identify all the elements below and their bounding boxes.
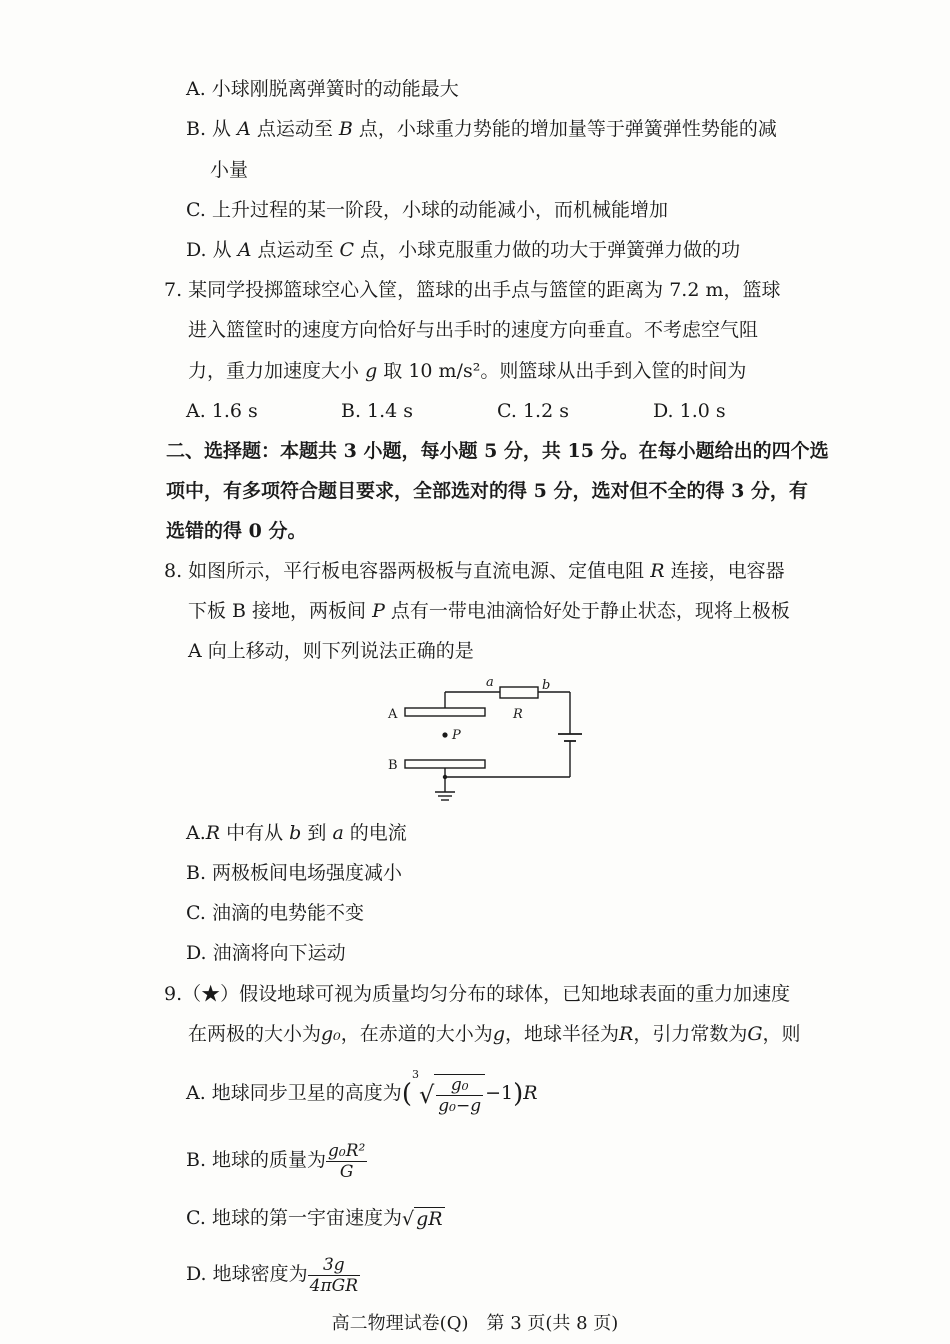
- q8-option-a: [186, 820, 407, 846]
- fraction-numerator: 3g: [308, 1255, 360, 1276]
- label-b-lower: b: [542, 678, 551, 693]
- text: 二、选择题：本题共 3 小题，每小题 5 分，共 15 分。在每小题给出的四个选: [166, 440, 829, 462]
- text: ，引力常数为: [633, 1023, 748, 1045]
- text: 中有从: [220, 822, 284, 844]
- text: C. 上升过程的某一阶段，小球的动能减小，而机械能增加: [186, 199, 668, 221]
- text: D. 从: [186, 239, 232, 261]
- var-r: R: [650, 560, 665, 582]
- text: 连接，电容器: [664, 560, 785, 582]
- q6-option-b-continued: [210, 157, 248, 183]
- var-g: g: [365, 360, 378, 382]
- var-g0: g₀: [321, 1023, 341, 1045]
- var-r: R: [523, 1082, 538, 1104]
- text: 点，小球克服重力做的功大于弹簧弹力做的功: [354, 239, 741, 261]
- var-p: P: [372, 600, 385, 622]
- text: A 向上移动，则下列说法正确的是: [188, 640, 474, 662]
- fraction-numerator: g₀R²: [328, 1140, 366, 1161]
- q9-option-c: [186, 1205, 445, 1231]
- var-g: g: [492, 1023, 505, 1045]
- q7-stem-line-2: [188, 317, 758, 343]
- var-a: A: [237, 239, 252, 261]
- radicand: gR: [416, 1208, 443, 1230]
- mass-fraction: [326, 1141, 367, 1182]
- section-2-header-line-1: [166, 438, 829, 464]
- q8-option-d: [186, 940, 346, 966]
- text: B. 从: [186, 118, 232, 140]
- section-2-header-line-2: [166, 478, 808, 504]
- text: A.: [186, 822, 206, 844]
- label-a-lower: a: [486, 675, 494, 690]
- text: C. 地球的第一宇宙速度为: [186, 1207, 402, 1229]
- q7-option-b: B. 1.4 s: [341, 400, 414, 422]
- q8-stem-line-1: [164, 558, 785, 584]
- var-r: R: [619, 1023, 634, 1045]
- square-root: √ gR: [401, 1208, 443, 1230]
- text: D. 地球密度为: [186, 1263, 308, 1285]
- label-r: R: [513, 707, 523, 722]
- page-footer: 高二物理试卷(Q) 第 3 页(共 8 页): [331, 1313, 619, 1334]
- var-c: C: [339, 239, 355, 261]
- text: 力，重力加速度大小: [188, 360, 360, 382]
- text: ，则: [762, 1023, 801, 1045]
- text: −1: [485, 1082, 514, 1104]
- q7-option-d: D. 1.0 s: [653, 400, 726, 422]
- text: B. 地球的质量为: [186, 1149, 327, 1171]
- text: 点运动至: [250, 118, 333, 140]
- text: 9.（★）假设地球可视为质量均匀分布的球体，已知地球表面的重力加速度: [164, 983, 791, 1005]
- text: 下板 B 接地，两板间: [188, 600, 367, 622]
- q6-option-a-text: A. 小球刚脱离弹簧时的动能最大: [186, 78, 459, 100]
- text: 点有一带电油滴恰好处于静止状态，现将上极板: [384, 600, 790, 622]
- q9-stem-line-2: [188, 1021, 801, 1047]
- plate-b: [405, 760, 485, 768]
- oil-drop-p: [442, 732, 447, 737]
- text: 7. 某同学投掷篮球空心入筐，篮球的出手点与篮筐的距离为 7.2 m，篮球: [164, 279, 781, 301]
- label-plate-b: B: [388, 758, 398, 773]
- cube-root: $^3$√ $\frac{\text{g₀}}{\text{g₀−g}}$: [412, 1069, 485, 1120]
- q7-option-c: C. 1.2 s: [497, 400, 569, 422]
- q7-stem-line-3: [188, 358, 746, 384]
- q7-option-a: A. 1.6 s: [186, 400, 258, 422]
- var-b: B: [338, 118, 353, 140]
- var-a: A: [237, 118, 251, 140]
- text: 进入篮筐时的速度方向恰好与出手时的速度方向垂直。不考虑空气阻: [188, 319, 759, 341]
- fraction-denominator: g₀−g: [438, 1095, 482, 1116]
- q6-option-c: [186, 197, 668, 223]
- fraction-denominator: G: [339, 1161, 354, 1182]
- text: 到: [301, 822, 327, 844]
- var-a: a: [332, 822, 344, 844]
- q6-option-a: [186, 76, 459, 102]
- q6-option-d: [186, 237, 740, 263]
- text: B. 两极板间电场强度减小: [186, 862, 403, 884]
- label-p: P: [452, 728, 461, 743]
- text: 8. 如图所示，平行板电容器两极板与直流电源、定值电阻: [164, 560, 645, 582]
- q9-stem-line-1: [164, 981, 790, 1007]
- q9-option-d: [186, 1250, 360, 1298]
- text: D. 油滴将向下运动: [186, 942, 346, 964]
- resistor-r: [500, 687, 538, 698]
- fraction-numerator: g₀: [436, 1075, 483, 1096]
- text: 点运动至: [251, 239, 334, 261]
- var-b: b: [289, 822, 302, 844]
- text: A. 地球同步卫星的高度为: [186, 1082, 402, 1104]
- fraction-denominator: 4πGR: [309, 1275, 359, 1296]
- q8-stem-line-2: [188, 598, 790, 624]
- plate-a: [405, 708, 485, 716]
- text: 的电流: [343, 822, 407, 844]
- text: ，地球半径为: [504, 1023, 619, 1045]
- q8-stem-line-3: [188, 638, 474, 664]
- text: C. 油滴的电势能不变: [186, 902, 364, 924]
- text: 点，小球重力势能的增加量等于弹簧弹性势能的减: [352, 118, 777, 140]
- text: ，在赤道的大小为: [340, 1023, 493, 1045]
- var-r: R: [205, 822, 221, 844]
- text: 选错的得 0 分。: [166, 520, 307, 542]
- var-g-const: G: [747, 1023, 763, 1045]
- capacitor-circuit-diagram: [380, 672, 590, 812]
- q9-option-a: A. 地球同步卫星的高度为($^3$√ $\frac{\text{g₀}}{\text{g₀−g}}$ −1)R: [186, 1068, 538, 1118]
- q7-stem-line-1: [164, 277, 780, 303]
- q9-option-b: [186, 1136, 367, 1184]
- section-2-header-line-3: [166, 518, 306, 544]
- label-plate-a: A: [388, 707, 398, 722]
- text: 项中，有多项符合题目要求，全部选对的得 5 分，选对但不全的得 3 分，有: [166, 480, 808, 502]
- junction-dot: [443, 775, 447, 779]
- density-fraction: [308, 1255, 360, 1296]
- q6-option-b: [186, 116, 777, 142]
- q8-option-b: [186, 860, 402, 886]
- text: 取 10 m/s²。则篮球从出手到入筐的时间为: [377, 360, 747, 382]
- text: 小量: [210, 159, 249, 181]
- root-index: 3: [411, 1067, 419, 1081]
- q8-option-c: [186, 900, 364, 926]
- q7-options: [186, 398, 786, 424]
- text: 在两极的大小为: [188, 1023, 322, 1045]
